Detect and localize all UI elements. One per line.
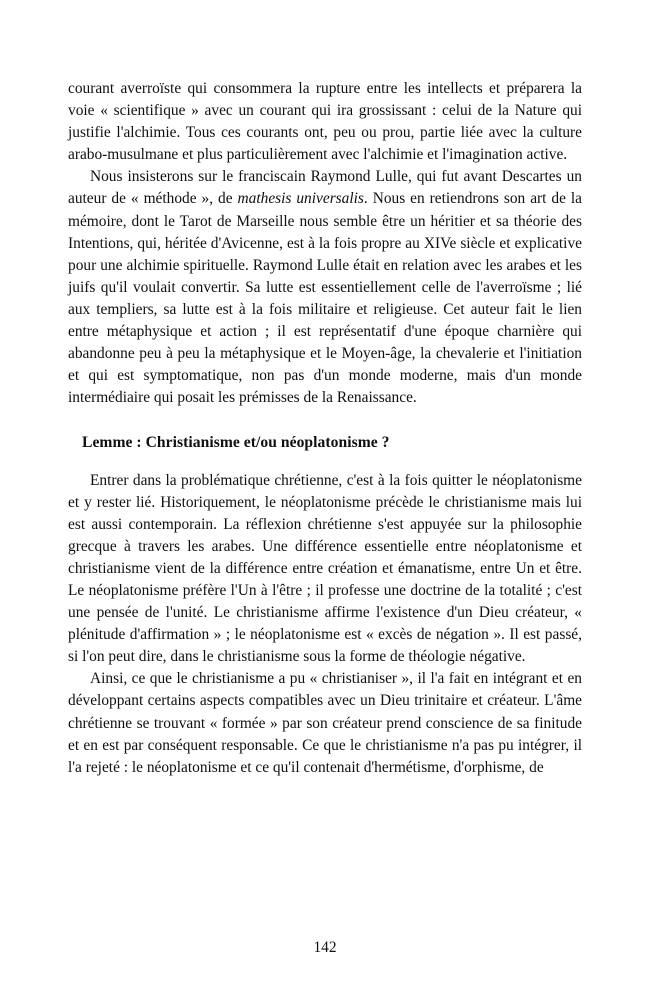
page-number: 142: [313, 939, 337, 956]
paragraph-ainsi-christianiser: Ainsi, ce que le christianisme a pu « christianiser », il l'a fait en intégrant et en développant certains aspects compatibles avec un Dieu trinitaire et créateur. L'âme chrétienne se trouvant « formée » par son créateur prend conscience de sa finitude et en est par conséquent responsable. Ce que le christianisme n'a pas pu intégrer, il l'a rejeté : le néoplatonisme et ce qu'il contenait d'hermétisme, d'orphisme, de: [68, 670, 582, 776]
paragraph-averroisme: courant averroïste qui consommera la rupture entre les intellects et préparera la voie « scientifique » avec un courant qui ira grossissant : celui de la Nature qui justifie l'alchimie. Tous ces courants ont, peu ou prou, partie liée avec la culture arabo-musulmane et plus particulièrement avec l'alchimie et l'imagination active.: [68, 80, 582, 164]
text-column: [68, 78, 582, 779]
paragraph-text-before-italic: Nous insisterons sur le franciscain Raymond Lulle, qui fut avant Descartes un auteur de « méthode », de: [68, 168, 582, 208]
paragraph-text-after-italic: . Nous en retiendrons son art de la mémoire, dont le Tarot de Marseille nous semble être un héritier et sa théorie des Intentions, qui, héritée d'Avicenne, est à la fois propre au XIVe siècle et explicative pour une alchimie spirituelle. Raymond Lulle était en relation avec les arabes et les juifs qu'il voulait convertir. Sa lutte est essentiellement celle de l'averroïsme ; lié aux templiers, sa lutte est à la fois militaire et religieuse. Cet auteur fait le lien entre métaphysique et action ; il est représentatif d'une époque charnière qui abandonne peu à peu la métaphysique et le Moyen-âge, la chevalerie et l'initiation et qui est symptomatique, non pas d'un monde moderne, mais d'un monde intermédiaire qui posait les prémisses de la Renaissance.: [68, 190, 582, 407]
heading-spacer-above: [68, 409, 582, 432]
paragraph-entrer-problematique: Entrer dans la problématique chrétienne, c'est à la fois quitter le néoplatonisme et y rester lié. Historiquement, le néoplatonisme précède le christianisme mais lui est aussi contemporain. La réflexion chrétienne s'est appuyée sur la philosophie grecque à travers les arabes. Une différence essentielle entre néoplatonisme et christianisme vient de la différence entre création et émanatisme, entre Un et être. Le néoplatonisme préfère l'Un à l'être ; il professe une doctrine de la totalité ; c'est une pensée de l'unité. Le christianisme affirme l'existence d'un Dieu créateur, « plénitude d'affirmation » ; le néoplatonisme est « excès de négation ». Il est passé, si l'on peut dire, dans le christianisme sous la forme de théologie négative.: [68, 471, 582, 666]
heading-spacer-below: [68, 455, 582, 470]
section-heading-lemme: Lemme : Christianisme et/ou néoplatonisme ?: [82, 434, 390, 452]
paragraph-raymond-lulle: [68, 166, 582, 409]
italic-term-mathesis-universalis: mathesis universalis: [237, 190, 364, 208]
